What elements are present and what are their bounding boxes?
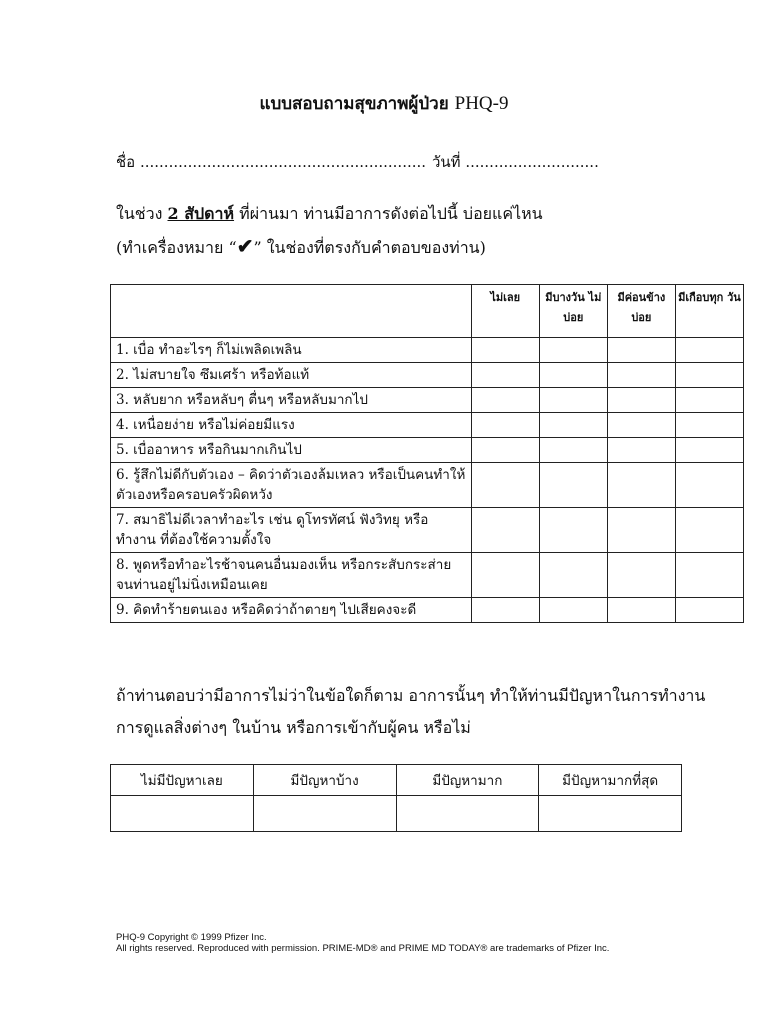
answer-cell[interactable] bbox=[675, 413, 743, 438]
trademark-line: All rights reserved. Reproduced with permission. PRIME-MD® and PRIME MD TODAY® are trademarks of Pfizer Inc. bbox=[116, 943, 610, 954]
copyright-line: PHQ-9 Copyright © 1999 Pfizer Inc. bbox=[116, 932, 267, 943]
answer-cell[interactable] bbox=[539, 388, 607, 413]
intro-question bbox=[116, 202, 543, 227]
answer-cell[interactable] bbox=[471, 388, 539, 413]
answer-cell[interactable] bbox=[675, 363, 743, 388]
answer-cell[interactable] bbox=[675, 553, 743, 598]
intro-period: 2 สัปดาห์ bbox=[167, 204, 235, 223]
answer-cell[interactable] bbox=[607, 388, 675, 413]
header-most-problem: มีปัญหามากที่สุด bbox=[539, 765, 682, 796]
page-title bbox=[0, 90, 768, 117]
impact-table bbox=[110, 764, 682, 832]
answer-cell[interactable] bbox=[111, 796, 254, 832]
table-row bbox=[111, 553, 744, 598]
table-row bbox=[111, 363, 744, 388]
follow-up-line-2: การดูแลสิ่งต่างๆ ในบ้าน หรือการเข้ากับผู้คน หรือไม่ bbox=[116, 718, 471, 737]
name-field[interactable]: ชื่อ ............................................................ bbox=[116, 153, 427, 171]
answer-cell[interactable] bbox=[675, 598, 743, 623]
table-row bbox=[111, 438, 744, 463]
answer-cell[interactable] bbox=[607, 508, 675, 553]
header-more-than-half: มีค่อนข้าง บ่อย bbox=[607, 285, 675, 338]
answer-cell[interactable] bbox=[471, 508, 539, 553]
question-text: 7. สมาธิไม่ดีเวลาทำอะไร เช่น ดูโทรทัศน์ ฟังวิทยุ หรือทำงาน ที่ต้องใช้ความตั้งใจ bbox=[111, 508, 472, 553]
instruction-close: ” ในช่องที่ตรงกับคำตอบของท่าน) bbox=[253, 238, 486, 257]
answer-cell[interactable] bbox=[471, 438, 539, 463]
table-row bbox=[111, 388, 744, 413]
table-row bbox=[111, 796, 682, 832]
intro-prefix: ในช่วง bbox=[116, 204, 163, 223]
intro-instruction bbox=[116, 234, 486, 261]
answer-cell[interactable] bbox=[675, 463, 743, 508]
question-text: 2. ไม่สบายใจ ซึมเศร้า หรือท้อแท้ bbox=[111, 363, 472, 388]
intro-suffix: ที่ผ่านมา ท่านมีอาการดังต่อไปนี้ บ่อยแค่ไหน bbox=[239, 204, 543, 223]
symptom-table bbox=[110, 284, 744, 623]
answer-cell[interactable] bbox=[607, 413, 675, 438]
answer-cell[interactable] bbox=[471, 338, 539, 363]
header-some-problem: มีปัญหาบ้าง bbox=[253, 765, 396, 796]
table-row bbox=[111, 338, 744, 363]
instruction-open: (ทำเครื่องหมาย “ bbox=[116, 238, 237, 257]
answer-cell[interactable] bbox=[607, 598, 675, 623]
table-row bbox=[111, 413, 744, 438]
question-text: 3. หลับยาก หรือหลับๆ ตื่นๆ หรือหลับมากไป bbox=[111, 388, 472, 413]
answer-cell[interactable] bbox=[471, 553, 539, 598]
header-blank bbox=[111, 285, 472, 338]
question-text: 8. พูดหรือทำอะไรช้าจนคนอื่นมองเห็น หรือกระสับกระส่าย จนท่านอยู่ไม่นิ่งเหมือนเคย bbox=[111, 553, 472, 598]
answer-cell[interactable] bbox=[539, 463, 607, 508]
answer-cell[interactable] bbox=[471, 363, 539, 388]
header-no-problem: ไม่มีปัญหาเลย bbox=[111, 765, 254, 796]
date-field[interactable]: วันที่ ............................ bbox=[432, 153, 599, 171]
title-main: แบบสอบถามสุขภาพผู้ป่วย bbox=[259, 94, 449, 114]
answer-cell[interactable] bbox=[607, 338, 675, 363]
answer-cell[interactable] bbox=[539, 338, 607, 363]
answer-cell[interactable] bbox=[539, 413, 607, 438]
title-code: PHQ-9 bbox=[454, 93, 509, 114]
question-text: 9. คิดทำร้ายตนเอง หรือคิดว่าถ้าตายๆ ไปเสียคงจะดี bbox=[111, 598, 472, 623]
symptom-table-header bbox=[111, 285, 744, 338]
answer-cell[interactable] bbox=[471, 598, 539, 623]
answer-cell[interactable] bbox=[539, 363, 607, 388]
header-much-problem: มีปัญหามาก bbox=[396, 765, 539, 796]
question-text: 1. เบื่อ ทำอะไรๆ ก็ไม่เพลิดเพลิน bbox=[111, 338, 472, 363]
impact-table-header bbox=[111, 765, 682, 796]
answer-cell[interactable] bbox=[539, 508, 607, 553]
header-several-days: มีบางวัน ไม่บ่อย bbox=[539, 285, 607, 338]
answer-cell[interactable] bbox=[471, 463, 539, 508]
answer-cell[interactable] bbox=[253, 796, 396, 832]
answer-cell[interactable] bbox=[539, 598, 607, 623]
answer-cell[interactable] bbox=[539, 553, 607, 598]
answer-cell[interactable] bbox=[607, 438, 675, 463]
check-mark-icon: ✔ bbox=[236, 234, 254, 258]
answer-cell[interactable] bbox=[675, 388, 743, 413]
copyright-footer bbox=[116, 932, 609, 954]
answer-cell[interactable] bbox=[607, 363, 675, 388]
table-row bbox=[111, 463, 744, 508]
header-nearly-every-day: มีเกือบทุก วัน bbox=[675, 285, 743, 338]
question-text: 4. เหนื่อยง่าย หรือไม่ค่อยมีแรง bbox=[111, 413, 472, 438]
answer-cell[interactable] bbox=[675, 508, 743, 553]
table-row bbox=[111, 598, 744, 623]
question-text: 6. รู้สึกไม่ดีกับตัวเอง – คิดว่าตัวเองล้มเหลว หรือเป็นคนทำให้ ตัวเองหรือครอบครัวผิดหวัง bbox=[111, 463, 472, 508]
answer-cell[interactable] bbox=[539, 438, 607, 463]
answer-cell[interactable] bbox=[396, 796, 539, 832]
answer-cell[interactable] bbox=[607, 463, 675, 508]
question-text: 5. เบื่ออาหาร หรือกินมากเกินไป bbox=[111, 438, 472, 463]
table-row bbox=[111, 508, 744, 553]
answer-cell[interactable] bbox=[471, 413, 539, 438]
follow-up-line-1: ถ้าท่านตอบว่ามีอาการไม่ว่าในข้อใดก็ตาม อาการนั้นๆ ทำให้ท่านมีปัญหาในการทำงาน bbox=[116, 686, 706, 705]
answer-cell[interactable] bbox=[539, 796, 682, 832]
answer-cell[interactable] bbox=[675, 338, 743, 363]
header-not-at-all: ไม่เลย bbox=[471, 285, 539, 338]
answer-cell[interactable] bbox=[607, 553, 675, 598]
answer-cell[interactable] bbox=[675, 438, 743, 463]
